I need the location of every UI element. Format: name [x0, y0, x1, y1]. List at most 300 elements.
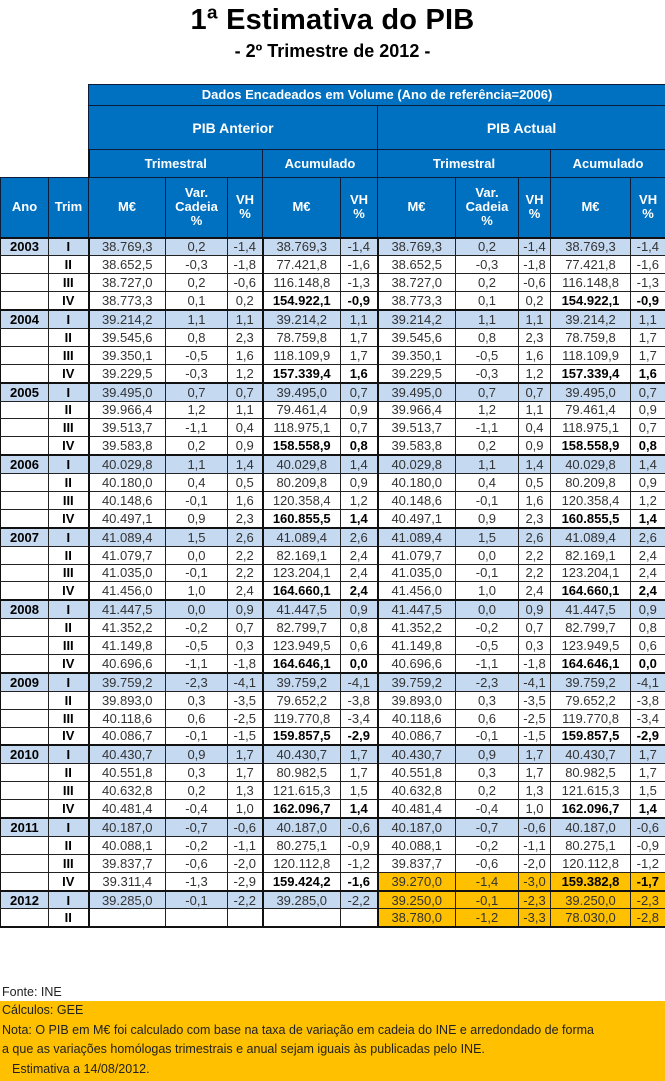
cell-b-vh: 1,6: [519, 491, 551, 509]
cell-year: [1, 709, 49, 727]
method-note-line2: a que as variações homólogas trimestrais e anual sejam iguais às publicadas pelo INE.: [0, 1040, 665, 1060]
cell-a-vh: -4,1: [228, 673, 263, 691]
table-row: [1, 564, 665, 582]
cell-b-vh: 1,1: [519, 310, 551, 328]
cell-a-accvh: 0,0: [341, 654, 378, 672]
sub-trimestral-anterior: Trimestral: [89, 150, 263, 178]
cell-a-vh: 1,6: [228, 346, 263, 364]
cell-b-vh: 2,4: [519, 582, 551, 600]
cell-a-accvh: 1,4: [341, 509, 378, 527]
cell-a-acc: 164.660,1: [263, 582, 341, 600]
calculations-note: Cálculos: GEE: [0, 1001, 665, 1021]
cell-b-acc: 164.660,1: [551, 582, 631, 600]
cell-b-me: 41.447,5: [378, 600, 456, 618]
cell-a-var: -1,1: [166, 654, 228, 672]
cell-a-acc: 154.922,1: [263, 292, 341, 310]
cell-a-vh: -1,4: [228, 238, 263, 256]
cell-a-accvh: 0,9: [341, 600, 378, 618]
cell-a-accvh: 1,4: [341, 800, 378, 818]
cell-a-accvh: 1,2: [341, 491, 378, 509]
cell-a-accvh: -3,8: [341, 691, 378, 709]
cell-b-var: 0,3: [456, 691, 519, 709]
cell-b-accvh: -2,3: [631, 891, 665, 909]
cell-a-vh: [228, 909, 263, 927]
cell-a-acc: 159.424,2: [263, 872, 341, 890]
cell-b-accvh: 1,7: [631, 328, 665, 346]
cell-b-accvh: 0,9: [631, 474, 665, 492]
cell-quarter: II: [49, 909, 89, 927]
cell-b-var: 0,6: [456, 709, 519, 727]
cell-a-me: 41.352,2: [89, 619, 166, 637]
cell-b-accvh: -0,9: [631, 292, 665, 310]
table-row: [1, 673, 665, 691]
cell-a-me: 41.079,7: [89, 546, 166, 564]
cell-year: 2004: [1, 310, 49, 328]
table-row: [1, 909, 665, 927]
cell-a-acc: 40.187,0: [263, 818, 341, 836]
cell-b-me: 39.966,4: [378, 401, 456, 419]
cell-a-var: -1,3: [166, 872, 228, 890]
cell-b-acc: 118.109,9: [551, 346, 631, 364]
cell-quarter: III: [49, 346, 89, 364]
cell-year: [1, 437, 49, 455]
cell-year: [1, 546, 49, 564]
cell-a-var: 1,1: [166, 455, 228, 473]
cell-a-me: 39.837,7: [89, 854, 166, 872]
table-row: [1, 891, 665, 909]
cell-a-me: 39.311,4: [89, 872, 166, 890]
cell-b-me: 41.456,0: [378, 582, 456, 600]
cell-b-vh: 0,9: [519, 437, 551, 455]
cell-b-vh: 2,3: [519, 509, 551, 527]
cell-a-acc: 164.646,1: [263, 654, 341, 672]
cell-a-vh: 1,1: [228, 401, 263, 419]
cell-b-vh: -2,3: [519, 891, 551, 909]
cell-b-vh: -2,5: [519, 709, 551, 727]
cell-year: [1, 419, 49, 437]
cell-a-me: 38.769,3: [89, 238, 166, 256]
cell-b-me: 39.270,0: [378, 872, 456, 890]
cell-a-acc: 77.421,8: [263, 256, 341, 274]
cell-b-accvh: 1,1: [631, 310, 665, 328]
cell-b-acc: 39.759,2: [551, 673, 631, 691]
cell-quarter: II: [49, 401, 89, 419]
group-pib-anterior: PIB Anterior: [89, 106, 378, 150]
table-row: [1, 800, 665, 818]
cell-b-accvh: 1,4: [631, 455, 665, 473]
cell-b-vh: -0,6: [519, 818, 551, 836]
cell-year: 2008: [1, 600, 49, 618]
cell-a-accvh: 2,4: [341, 582, 378, 600]
cell-b-vh: -1,8: [519, 654, 551, 672]
cell-b-me: 40.088,1: [378, 836, 456, 854]
cell-b-vh: -1,1: [519, 836, 551, 854]
cell-b-acc: 159.857,5: [551, 727, 631, 745]
cell-quarter: III: [49, 564, 89, 582]
blank-corner: [1, 85, 89, 106]
cell-quarter: II: [49, 691, 89, 709]
cell-b-vh: 0,3: [519, 637, 551, 655]
cell-a-acc: 40.430,7: [263, 745, 341, 763]
cell-b-var: -1,1: [456, 419, 519, 437]
col-acum-vh: VH %: [631, 178, 665, 238]
cell-a-vh: 1,7: [228, 745, 263, 763]
cell-year: [1, 474, 49, 492]
cell-b-accvh: 0,7: [631, 383, 665, 401]
cell-a-acc: 116.148,8: [263, 274, 341, 292]
cell-a-acc: 120.358,4: [263, 491, 341, 509]
cell-a-me: 39.229,5: [89, 364, 166, 382]
cell-b-accvh: -3,8: [631, 691, 665, 709]
table-row: [1, 872, 665, 890]
cell-b-var: 0,7: [456, 383, 519, 401]
cell-a-vh: 1,3: [228, 782, 263, 800]
cell-b-acc: 79.652,2: [551, 691, 631, 709]
col-ano: Ano: [1, 178, 49, 238]
cell-a-vh: -1,8: [228, 654, 263, 672]
cell-year: 2003: [1, 238, 49, 256]
col-acum-vh: VH %: [341, 178, 378, 238]
cell-a-vh: 0,3: [228, 637, 263, 655]
cell-a-me: 39.759,2: [89, 673, 166, 691]
cell-b-me: 39.214,2: [378, 310, 456, 328]
gdp-table: [0, 84, 665, 928]
cell-quarter: II: [49, 546, 89, 564]
cell-a-me: 41.149,8: [89, 637, 166, 655]
cell-a-acc: 41.089,4: [263, 528, 341, 546]
cell-a-accvh: -1,2: [341, 854, 378, 872]
cell-a-accvh: 0,8: [341, 437, 378, 455]
col-me: M€: [89, 178, 166, 238]
cell-quarter: IV: [49, 727, 89, 745]
cell-a-me: 40.696,6: [89, 654, 166, 672]
cell-b-me: 39.545,6: [378, 328, 456, 346]
cell-a-var: 0,4: [166, 474, 228, 492]
cell-a-accvh: [341, 909, 378, 927]
cell-quarter: II: [49, 256, 89, 274]
cell-a-var: -1,1: [166, 419, 228, 437]
cell-a-var: 0,6: [166, 709, 228, 727]
cell-quarter: IV: [49, 654, 89, 672]
cell-b-me: 38.780,0: [378, 909, 456, 927]
cell-quarter: I: [49, 383, 89, 401]
cell-b-vh: 0,7: [519, 619, 551, 637]
cell-b-acc: 41.089,4: [551, 528, 631, 546]
cell-b-me: 41.089,4: [378, 528, 456, 546]
cell-quarter: I: [49, 745, 89, 763]
cell-quarter: III: [49, 782, 89, 800]
cell-quarter: III: [49, 709, 89, 727]
cell-b-accvh: 0,9: [631, 401, 665, 419]
cell-a-acc: 121.615,3: [263, 782, 341, 800]
cell-a-me: 40.029,8: [89, 455, 166, 473]
col-var-cadeia: Var. Cadeia %: [456, 178, 519, 238]
cell-a-me: [89, 909, 166, 927]
sub-trimestral-actual: Trimestral: [378, 150, 551, 178]
cell-a-me: 40.481,4: [89, 800, 166, 818]
cell-a-accvh: 1,1: [341, 310, 378, 328]
cell-a-vh: 0,5: [228, 474, 263, 492]
cell-a-accvh: -2,2: [341, 891, 378, 909]
cell-quarter: I: [49, 310, 89, 328]
cell-a-accvh: -0,9: [341, 292, 378, 310]
cell-b-acc: 77.421,8: [551, 256, 631, 274]
cell-a-var: -0,1: [166, 491, 228, 509]
col-trim: Trim: [49, 178, 89, 238]
col-var-cadeia: Var. Cadeia %: [166, 178, 228, 238]
cell-a-acc: 160.855,5: [263, 509, 341, 527]
cell-b-accvh: 1,6: [631, 364, 665, 382]
cell-b-acc: 118.975,1: [551, 419, 631, 437]
cell-a-accvh: -1,6: [341, 256, 378, 274]
cell-b-var: -1,1: [456, 654, 519, 672]
cell-b-vh: 1,7: [519, 764, 551, 782]
cell-quarter: II: [49, 836, 89, 854]
source-note: Fonte: INE: [2, 983, 665, 1002]
cell-b-var: 0,9: [456, 745, 519, 763]
cell-a-var: 1,2: [166, 401, 228, 419]
cell-b-var: -0,2: [456, 619, 519, 637]
cell-year: [1, 328, 49, 346]
cell-b-me: 39.495,0: [378, 383, 456, 401]
cell-a-me: 39.966,4: [89, 401, 166, 419]
cell-b-accvh: -2,8: [631, 909, 665, 927]
cell-a-acc: 82.799,7: [263, 619, 341, 637]
cell-b-var: 0,2: [456, 238, 519, 256]
cell-b-me: 38.652,5: [378, 256, 456, 274]
cell-year: [1, 764, 49, 782]
table-row: [1, 764, 665, 782]
cell-b-me: 38.769,3: [378, 238, 456, 256]
cell-a-accvh: 2,4: [341, 564, 378, 582]
table-row: [1, 709, 665, 727]
cell-b-me: 39.250,0: [378, 891, 456, 909]
cell-b-vh: -3,0: [519, 872, 551, 890]
cell-a-me: 41.089,4: [89, 528, 166, 546]
cell-b-var: -1,4: [456, 872, 519, 890]
cell-b-var: -0,1: [456, 891, 519, 909]
cell-a-me: 41.035,0: [89, 564, 166, 582]
cell-b-me: 40.497,1: [378, 509, 456, 527]
table-row: [1, 238, 665, 256]
cell-a-accvh: 0,7: [341, 419, 378, 437]
cell-a-vh: -2,9: [228, 872, 263, 890]
cell-b-vh: 1,2: [519, 364, 551, 382]
cell-a-var: 0,3: [166, 764, 228, 782]
cell-a-acc: 162.096,7: [263, 800, 341, 818]
cell-b-accvh: -1,6: [631, 256, 665, 274]
cell-b-me: 41.352,2: [378, 619, 456, 637]
cell-a-acc: 123.949,5: [263, 637, 341, 655]
table-row: [1, 346, 665, 364]
cell-a-vh: 0,7: [228, 383, 263, 401]
cell-b-vh: 1,7: [519, 745, 551, 763]
cell-a-acc: 40.029,8: [263, 455, 341, 473]
cell-b-me: 39.350,1: [378, 346, 456, 364]
cell-b-acc: 79.461,4: [551, 401, 631, 419]
cell-a-vh: 0,9: [228, 600, 263, 618]
cell-b-vh: -3,5: [519, 691, 551, 709]
cell-year: [1, 401, 49, 419]
cell-b-me: 40.180,0: [378, 474, 456, 492]
cell-a-var: 1,0: [166, 582, 228, 600]
cell-b-accvh: -3,4: [631, 709, 665, 727]
cell-b-acc: 80.275,1: [551, 836, 631, 854]
table-row: [1, 401, 665, 419]
cell-b-var: 0,9: [456, 509, 519, 527]
cell-b-vh: -4,1: [519, 673, 551, 691]
cell-a-acc: 118.975,1: [263, 419, 341, 437]
cell-a-accvh: -1,6: [341, 872, 378, 890]
cell-b-accvh: -0,6: [631, 818, 665, 836]
cell-b-acc: 78.030,0: [551, 909, 631, 927]
cell-a-var: -0,5: [166, 637, 228, 655]
cell-b-var: 1,1: [456, 310, 519, 328]
cell-a-vh: 2,3: [228, 509, 263, 527]
cell-b-var: -0,3: [456, 256, 519, 274]
cell-a-var: -0,6: [166, 854, 228, 872]
cell-a-var: -0,1: [166, 564, 228, 582]
cell-a-me: 40.118,6: [89, 709, 166, 727]
cell-b-acc: 38.769,3: [551, 238, 631, 256]
cell-a-var: -0,7: [166, 818, 228, 836]
table-row: [1, 582, 665, 600]
cell-a-accvh: 0,8: [341, 619, 378, 637]
cell-b-acc: 164.646,1: [551, 654, 631, 672]
cell-quarter: III: [49, 854, 89, 872]
cell-quarter: I: [49, 600, 89, 618]
cell-a-acc: 79.652,2: [263, 691, 341, 709]
cell-a-vh: 2,2: [228, 564, 263, 582]
cell-b-var: 0,2: [456, 274, 519, 292]
cell-quarter: IV: [49, 292, 89, 310]
table-row: [1, 509, 665, 527]
col-acum-me: M€: [551, 178, 631, 238]
cell-a-acc: 158.558,9: [263, 437, 341, 455]
cell-quarter: IV: [49, 582, 89, 600]
cell-a-accvh: 1,4: [341, 455, 378, 473]
cell-a-accvh: -0,6: [341, 818, 378, 836]
cell-a-vh: -2,2: [228, 891, 263, 909]
cell-a-acc: 39.495,0: [263, 383, 341, 401]
cell-b-me: 40.148,6: [378, 491, 456, 509]
cell-b-me: 40.551,8: [378, 764, 456, 782]
table-row: [1, 637, 665, 655]
table-row: [1, 691, 665, 709]
cell-a-vh: 2,6: [228, 528, 263, 546]
cell-a-me: 40.148,6: [89, 491, 166, 509]
cell-b-me: 40.481,4: [378, 800, 456, 818]
cell-a-var: -0,3: [166, 364, 228, 382]
cell-b-vh: 0,2: [519, 292, 551, 310]
cell-b-var: 1,2: [456, 401, 519, 419]
cell-b-accvh: 2,4: [631, 546, 665, 564]
sub-acumulado-anterior: Acumulado: [263, 150, 378, 178]
cell-b-acc: 162.096,7: [551, 800, 631, 818]
cell-b-vh: 0,4: [519, 419, 551, 437]
cell-a-acc: 41.447,5: [263, 600, 341, 618]
cell-a-accvh: 1,5: [341, 782, 378, 800]
cell-b-me: 38.773,3: [378, 292, 456, 310]
cell-a-me: 41.447,5: [89, 600, 166, 618]
cell-a-vh: -2,0: [228, 854, 263, 872]
cell-a-vh: 0,2: [228, 292, 263, 310]
cell-b-me: 39.513,7: [378, 419, 456, 437]
cell-b-acc: 123.949,5: [551, 637, 631, 655]
cell-a-me: 40.088,1: [89, 836, 166, 854]
cell-a-me: 40.632,8: [89, 782, 166, 800]
cell-b-acc: 82.169,1: [551, 546, 631, 564]
cell-year: [1, 872, 49, 890]
table-row: [1, 474, 665, 492]
cell-a-accvh: -1,4: [341, 238, 378, 256]
table-row: [1, 419, 665, 437]
cell-quarter: II: [49, 328, 89, 346]
table-row: [1, 364, 665, 382]
table-row: [1, 328, 665, 346]
cell-quarter: I: [49, 238, 89, 256]
cell-year: [1, 292, 49, 310]
table-row: [1, 854, 665, 872]
cell-b-acc: 40.430,7: [551, 745, 631, 763]
cell-year: 2010: [1, 745, 49, 763]
cell-b-acc: 39.495,0: [551, 383, 631, 401]
cell-quarter: IV: [49, 872, 89, 890]
cell-b-var: 0,3: [456, 764, 519, 782]
cell-a-vh: 1,7: [228, 764, 263, 782]
table-row: [1, 256, 665, 274]
table-row: [1, 491, 665, 509]
cell-year: [1, 274, 49, 292]
cell-b-me: 40.632,8: [378, 782, 456, 800]
cell-b-var: -0,1: [456, 491, 519, 509]
cell-a-var: 1,5: [166, 528, 228, 546]
cell-b-vh: 2,2: [519, 564, 551, 582]
group-pib-actual: PIB Actual: [378, 106, 665, 150]
cell-b-accvh: 1,2: [631, 491, 665, 509]
cell-a-vh: 2,4: [228, 582, 263, 600]
cell-b-var: 0,0: [456, 600, 519, 618]
cell-a-me: 40.187,0: [89, 818, 166, 836]
cell-b-vh: 2,6: [519, 528, 551, 546]
cell-a-var: 0,2: [166, 238, 228, 256]
cell-a-vh: -1,5: [228, 727, 263, 745]
cell-a-me: 40.086,7: [89, 727, 166, 745]
cell-b-vh: 2,2: [519, 546, 551, 564]
cell-b-me: 41.035,0: [378, 564, 456, 582]
cell-quarter: II: [49, 474, 89, 492]
cell-a-me: 39.285,0: [89, 891, 166, 909]
cell-b-me: 40.696,6: [378, 654, 456, 672]
cell-a-acc: 39.759,2: [263, 673, 341, 691]
cell-b-me: 39.893,0: [378, 691, 456, 709]
cell-b-acc: 82.799,7: [551, 619, 631, 637]
cell-b-accvh: 0,7: [631, 419, 665, 437]
cell-a-vh: 1,2: [228, 364, 263, 382]
cell-b-vh: -3,3: [519, 909, 551, 927]
cell-a-accvh: 0,6: [341, 637, 378, 655]
cell-a-me: 39.350,1: [89, 346, 166, 364]
cell-quarter: I: [49, 528, 89, 546]
cell-year: 2009: [1, 673, 49, 691]
cell-a-accvh: 1,7: [341, 764, 378, 782]
cell-b-vh: -1,8: [519, 256, 551, 274]
cell-b-me: 40.086,7: [378, 727, 456, 745]
cell-b-vh: 1,3: [519, 782, 551, 800]
cell-a-accvh: 1,7: [341, 328, 378, 346]
cell-a-vh: -3,5: [228, 691, 263, 709]
cell-b-var: -0,6: [456, 854, 519, 872]
